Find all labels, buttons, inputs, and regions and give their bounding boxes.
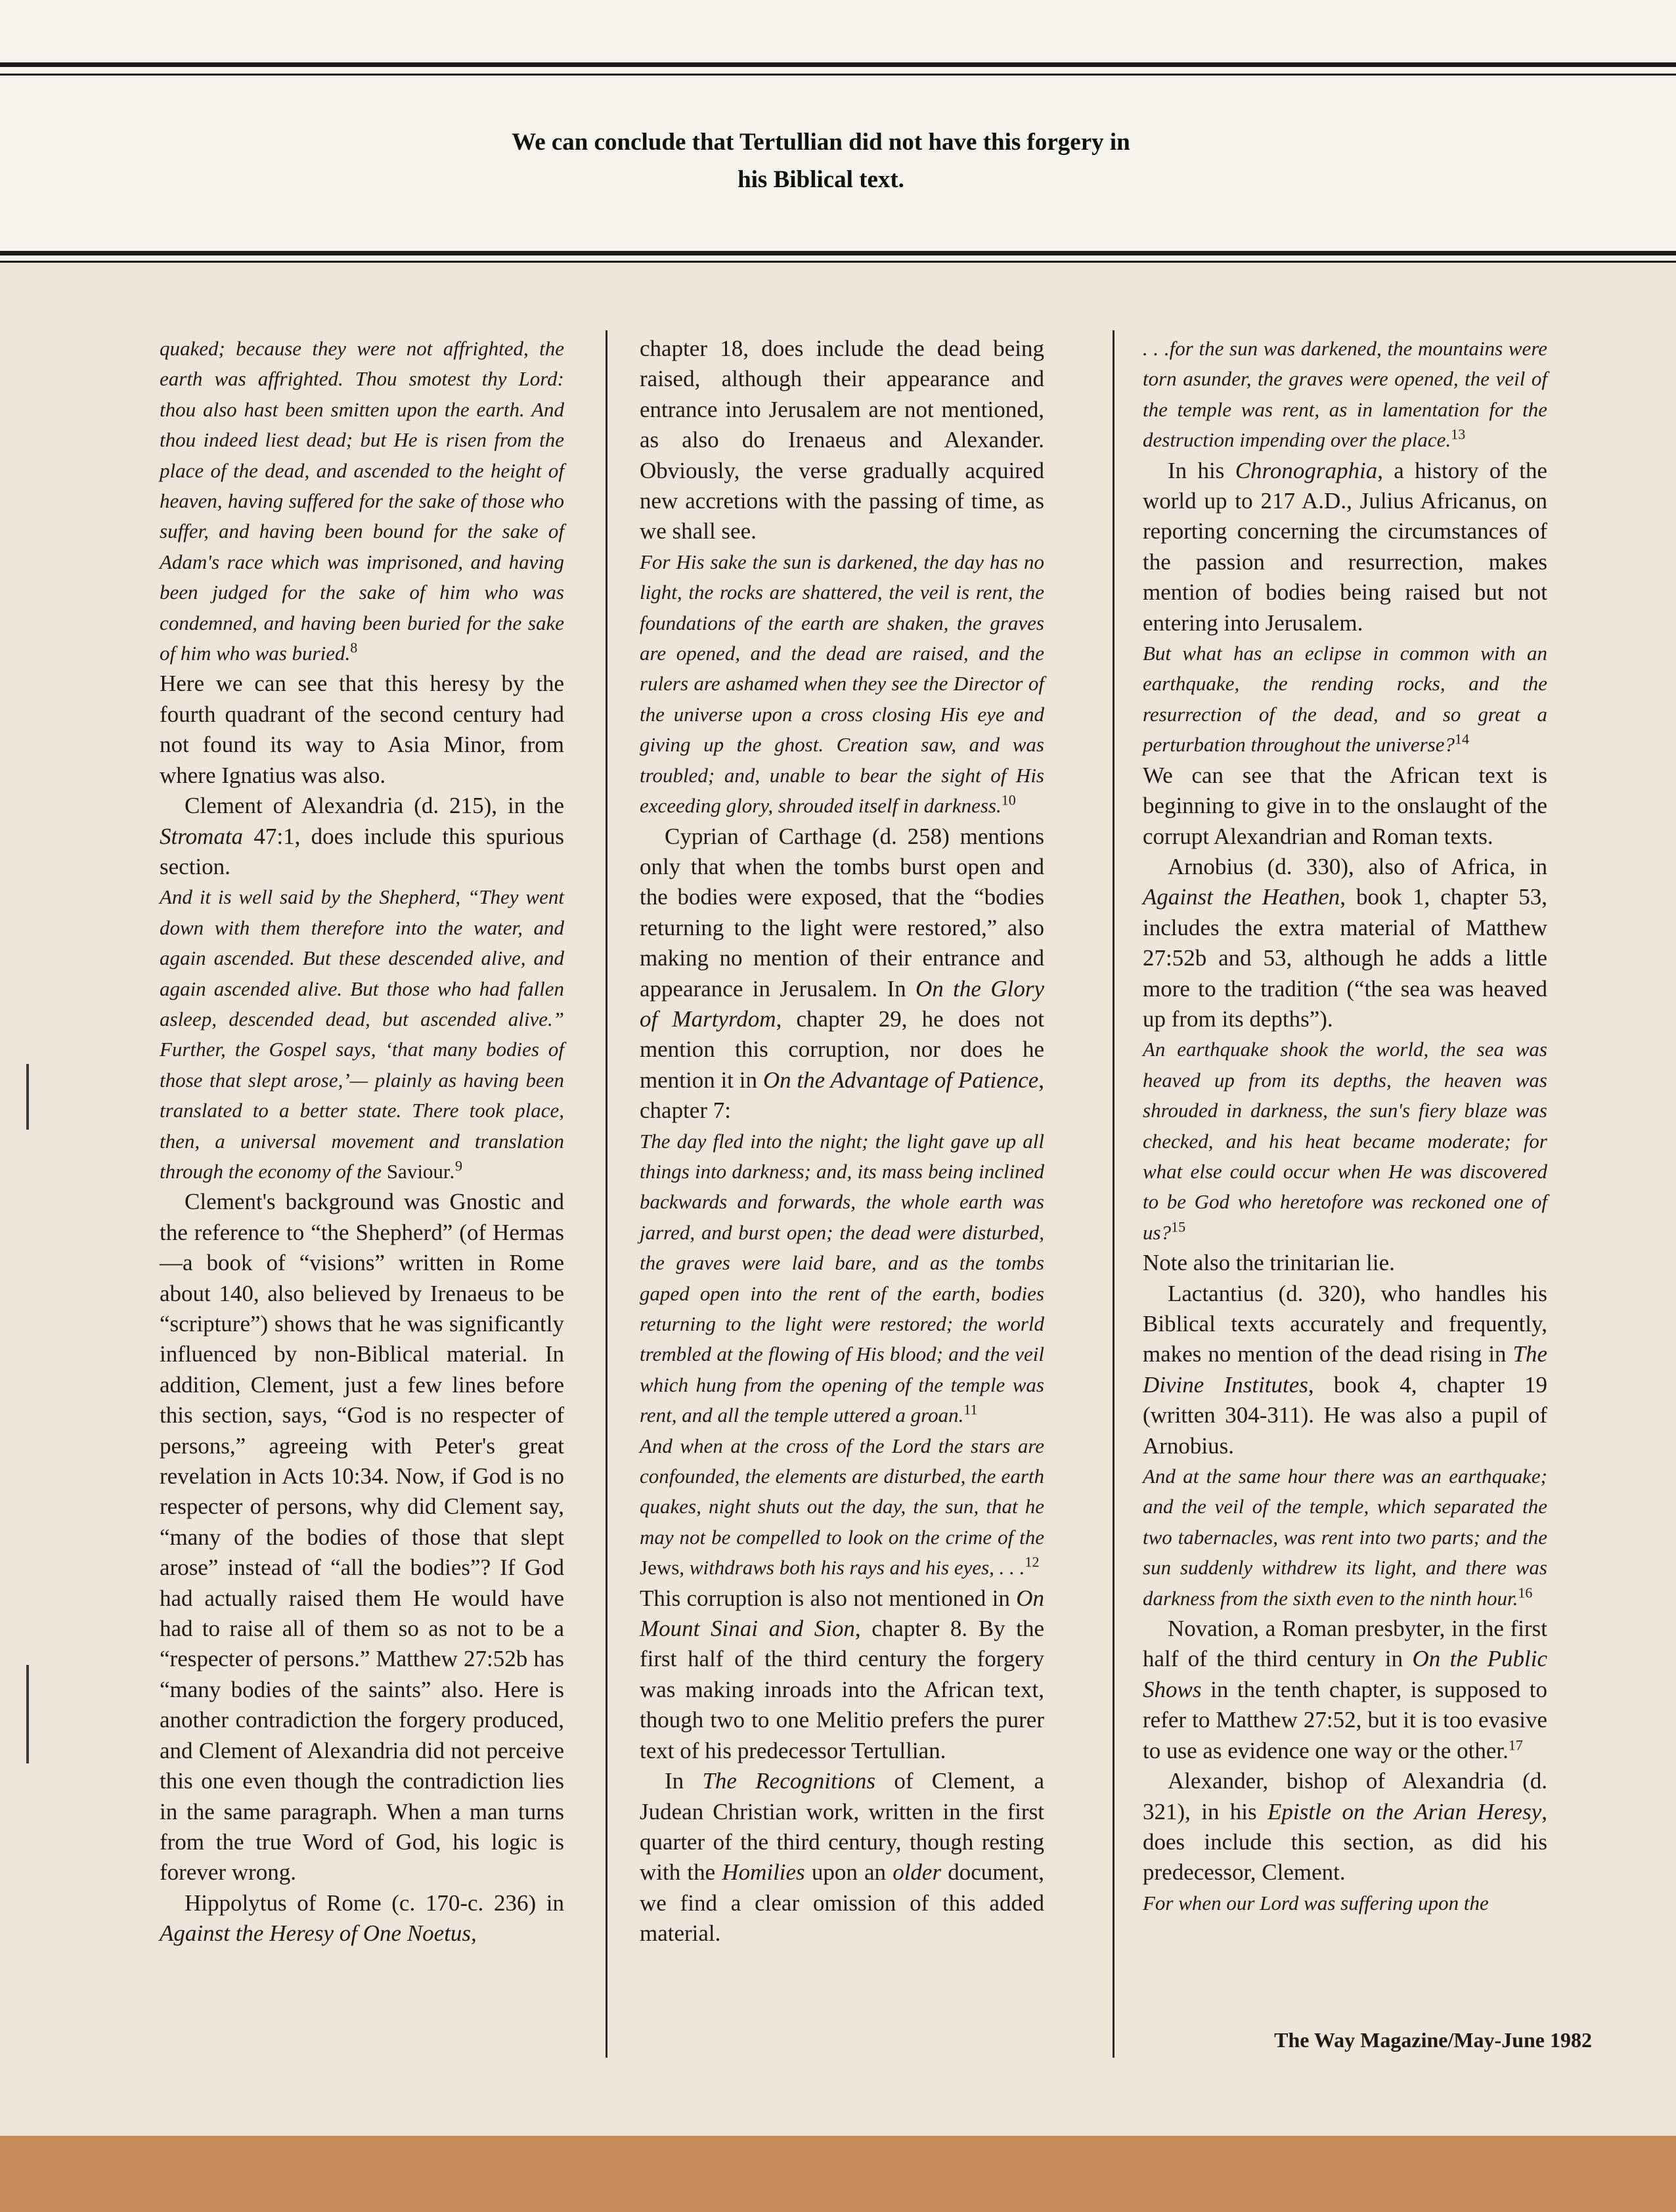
footnote-ref: 14 [1455,730,1470,747]
footnote-ref: 9 [455,1157,462,1174]
column-divider [1113,330,1114,2058]
column-divider [606,330,607,2058]
work-title: Homilies [722,1859,805,1886]
work-title: Against the Heresy of One Noetus, [160,1920,477,1947]
footnote-ref: 15 [1171,1218,1186,1235]
binding-mark [26,1698,29,1763]
bottom-rule-thick [0,251,1676,255]
article-column-3 [1143,334,1547,1918]
binding-mark [26,1064,29,1130]
page-footer: The Way Magazine/May-June 1982 [1274,2028,1592,2052]
footnote-ref: 11 [963,1401,978,1418]
bottom-color-band [0,2136,1676,2212]
paragraph: Novation, a Roman presbyter, in the first half of the third century in On the Public Shows in the tenth chapter, is supposed to refer to Matthew 27:52, but it is too evasive to use as evidence one way or the other.$^{17}$ [1143,1616,1548,1763]
work-title: Chronographia [1235,457,1378,483]
footnote-ref: 10 [1001,791,1016,808]
quotation: The day fled into the night; the light gave up all things into darkness; and, its mass being inclined backwards and forwards, the whole earth was jarred, and burst open; the dead were disturbed, the graves were laid bare, and as the tombs gaped open into the rent of the earth, bodies returning to the light were restored; the world trembled at the flowing of His blood; and the veil which hung from the opening of the temple was rent, and all the temple uttered a groan.$^{11}$ [640,1129,1044,1427]
work-title: The Recognitions [702,1768,876,1794]
paragraph: In The Recognitions of Clement, a Judean Christian work, written in the first quarter of the third century, though resting with the Homilies upon an older document, we find a clear omission of this added material. [640,1768,1045,1947]
work-title: On Mount Sinai and Sion [640,1585,1045,1642]
quotation: For when our Lord was suffering upon the [1143,1891,1489,1914]
top-rule-thick [0,62,1676,67]
paragraph: Lactantius (d. 320), who handles his Biblical texts accurately and frequently, makes no mention of the dead rising in The Divine Institutes, book 4, chapter 19 (written 304-311). He was also a pupil of Arnobius. [1143,1280,1548,1459]
quotation: . . .for the sun was darkened, the mountains were torn asunder, the graves were opened, the veil of the temple was rent, as in lamentation for the destruction impending over the place.$^{13}$ [1143,337,1547,452]
work-title: Stromata [160,823,244,849]
quotation: But what has an eclipse in common with an earthquake, the rending rocks, and the resurrection of the dead, and so great a perturbation throughout the universe?$^{14}$ [1143,642,1547,757]
paragraph: In his Chronographia, a history of the world up to 217 A.D., Julius Africanus, on reporting concerning the circumstances of the passion and resurrection, makes mention of bodies being raised but not entering into Jerusalem. [1143,457,1547,636]
paragraph: Clement's background was Gnostic and the reference to “the Shepherd” (of Hermas—a book of “visions” written in Rome about 140, also believed by Irenaeus to be “scripture”) shows that he was significantly influenced by non-Biblical material. In addition, Clement, just a few lines before this section, says, “God is no respecter of persons,” agreeing with Peter's great revelation in Acts 10:34. Now, if God is no respecter of persons, why did Clement say, “many of the bodies of those that slept arose” instead of “all the bodies”? If God had actually raised them He would have had to raise all of them so as not to be a “respecter of persons.” Matthew 27:52b has “many bodies of the saints” also. Here is another contradiction the forgery produced, and Clement of Alexandria did not perceive this one even though the contradiction lies in the same paragraph. When a man turns from the true Word of God, his logic is forever wrong. [160,1189,564,1886]
paragraph: Hippolytus of Rome (c. 170-c. 236) in Against the Heresy of One Noetus, [160,1890,564,1947]
paragraph: Cyprian of Carthage (d. 258) mentions only that when the tombs burst open and the bodies were exposed, that the “bodies returning to the light were restored,” also making no mention of their entrance and appearance in Jerusalem. In On the Glory of Martyrdom, chapter 29, he does not mention this corruption, nor does he mention it in On the Advantage of Patience, chapter 7: [640,823,1045,1124]
quotation: And at the same hour there was an earthquake; and the veil of the temple, which separated the two tabernacles, was rent into two parts; and the sun suddenly withdrew its light, and there was darkness from the sixth even to the ninth hour.$^{16}$ [1143,1465,1547,1610]
quotation: And when at the cross of the Lord the stars are confounded, the elements are disturbed, the earth quakes, night shuts out the day, the sun, that he may not be compelled to look on the crime of the Jews, withdraws both his rays and his eyes, . . .$^{12}$ [640,1434,1044,1580]
paragraph: We can see that the African text is beginning to give in to the onslaught of the corrupt Alexandrian and Roman texts. [1143,762,1547,849]
footnote-ref: 13 [1451,426,1466,443]
work-title: On the Public Shows [1143,1646,1548,1702]
paragraph: Here we can see that this heresy by the fourth quadrant of the second century had not found its way to Asia Minor, from where Ignatius was also. [160,671,564,788]
quotation: For His sake the sun is darkened, the day has no light, the rocks are shattered, the veil is rent, the foundations of the earth are shaken, the graves are opened, and the dead are raised, and the rulers are ashamed when they see the Director of the universe upon a cross closing His eye and giving up the ghost. Creation saw, and was troubled; and, unable to bear the sight of His exceeding glory, shrouded itself in darkness.$^{10}$ [640,550,1044,818]
quotation: And it is well said by the Shepherd, “They went down with them therefore into the water, and again ascended. But these descended alive, and again ascended alive. But those who had fallen asleep, descended dead, but ascended alive.” Further, the Gospel says, ‘that many bodies of those that slept arose,’— plainly as having been translated to a better state. There took place, then, a universal movement and translation through the economy of the Saviour.$^9$ [160,885,564,1183]
pull-quote [394,123,1248,198]
pull-quote-line-2: his Biblical text. [738,166,904,193]
paragraph: Alexander, bishop of Alexandria (d. 321), in his Epistle on the Arian Heresy, does include this section, as did his predecessor, Clement. [1143,1768,1547,1886]
quotation: quaked; because they were not affrighted, the earth was affrighted. Thou smotest thy Lord: thou also hast been smitten upon the earth. And thou indeed liest dead; but He is risen from the place of the dead, and ascended to the height of heaven, having suffered for the sake of those who suffer, and having been bound for the sake of Adam's race which was imprisoned, and having been judged for the sake of him who was condemned, and having been buried for the sake of him who was buried.$^8$ [160,337,564,665]
quotation: An earthquake shook the world, the sea was heaved up from its depths, the heaven was shrouded in darkness, the sun's fiery blaze was checked, and his heat became moderate; for what else could occur when He was discovered to be God who heretofore was reckoned one of us?$^{15}$ [1143,1038,1547,1244]
footnote-ref: 8 [350,639,358,656]
footnote-ref: 16 [1518,1584,1533,1601]
work-title: Against the Heathen [1143,884,1340,910]
work-title: On the Glory of Martyrdom [640,975,1044,1032]
article-column-2 [640,334,1044,1949]
bottom-rule-thin [0,261,1676,263]
paragraph: Note also the trinitarian lie. [1143,1250,1395,1276]
footnote-ref: 17 [1508,1736,1523,1754]
work-title: On the Advantage of Patience [762,1067,1039,1093]
article-column-1 [160,334,564,1949]
footnote-ref: 12 [1025,1553,1040,1570]
paragraph: chapter 18, does include the dead being raised, although their appearance and entrance into Jerusalem are not mentioned, as also do Irenaeus and Alexander. Obviously, the verse gradually acquired new accretions with the passing of time, as we shall see. [640,336,1044,544]
paragraph: Arnobius (d. 330), also of Africa, in Against the Heathen, book 1, chapter 53, includes the extra material of Matthew 27:52b and 53, although he adds a little more to the tradition (“the sea was heaved up from its depths”). [1143,853,1548,1032]
top-rule-thin [0,74,1676,76]
paragraph: This corruption is also not mentioned in On Mount Sinai and Sion, chapter 8. By the first half of the third century the forgery was making inroads into the African text, though two to one Melitio prefers the purer text of his predecessor Tertullian. [640,1585,1045,1763]
work-title: The Divine Institutes [1143,1341,1547,1398]
work-title: Epistle on the Arian Heresy [1268,1798,1542,1825]
paragraph: Clement of Alexandria (d. 215), in the Stromata 47:1, does include this spurious section. [160,793,564,879]
pull-quote-line-1: We can conclude that Tertullian did not have this forgery in [512,129,1130,156]
